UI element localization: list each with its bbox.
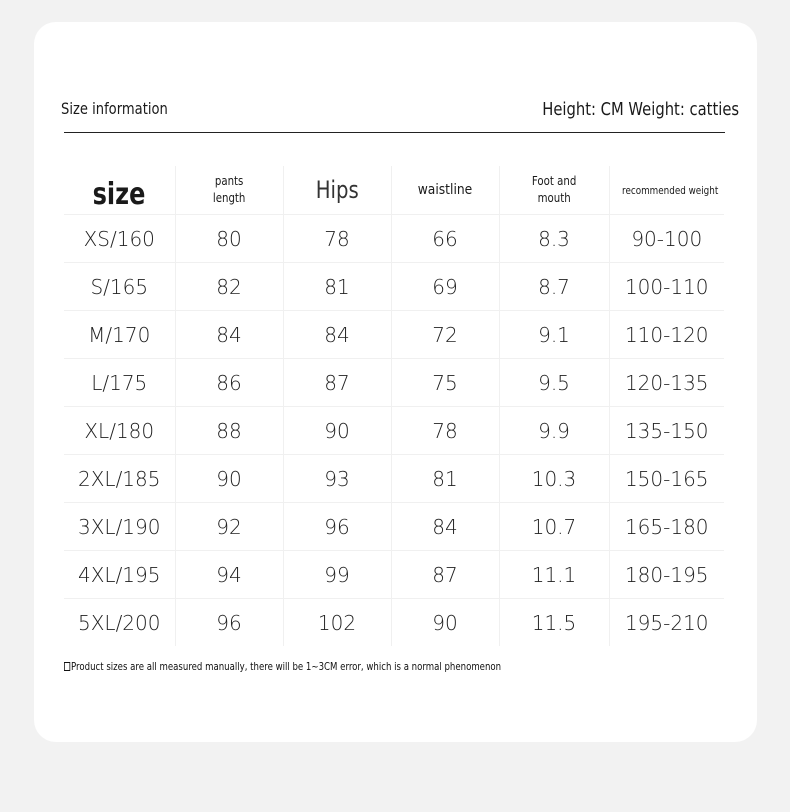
cell-hips: 84 — [283, 311, 391, 359]
cell-foot-mouth: 11.5 — [499, 599, 609, 647]
cell-recommended-weight: 180-195 — [609, 551, 724, 599]
table-row — [64, 599, 724, 647]
page-title: Size information — [61, 99, 168, 118]
cell-waistline: 87 — [391, 551, 499, 599]
cell-pants-length: 92 — [175, 503, 283, 551]
column-header-pants-length-line2: length — [212, 191, 246, 205]
cell-size: XS/160 — [64, 215, 175, 263]
cell-waistline: 72 — [391, 311, 499, 359]
cell-waistline: 69 — [391, 263, 499, 311]
size-table — [64, 166, 724, 646]
column-header-size — [64, 166, 175, 215]
column-header-pants-length-line1: pants — [214, 174, 244, 188]
column-header-hips-label: Hips — [315, 176, 359, 204]
cell-size: L/175 — [64, 359, 175, 407]
note-marker-icon — [64, 662, 70, 671]
cell-foot-mouth: 9.1 — [499, 311, 609, 359]
column-header-foot-mouth-line2: mouth — [537, 191, 571, 205]
cell-waistline: 78 — [391, 407, 499, 455]
cell-pants-length: 86 — [175, 359, 283, 407]
table-row — [64, 215, 724, 263]
cell-size: 4XL/195 — [64, 551, 175, 599]
cell-recommended-weight: 165-180 — [609, 503, 724, 551]
measurement-footnote — [64, 660, 501, 673]
cell-recommended-weight: 110-120 — [609, 311, 724, 359]
footnote-text: Product sizes are all measured manually, there will be 1~3CM error, which is a normal phenomenon — [71, 660, 502, 673]
column-header-pants-length — [175, 166, 283, 215]
column-header-waistline-label: waistline — [417, 182, 473, 198]
cell-size: 3XL/190 — [64, 503, 175, 551]
cell-pants-length: 96 — [175, 599, 283, 647]
column-header-waistline — [391, 166, 499, 215]
units-note: Height: CM Weight: catties — [542, 99, 739, 120]
cell-recommended-weight: 100-110 — [609, 263, 724, 311]
cell-hips: 90 — [283, 407, 391, 455]
cell-waistline: 66 — [391, 215, 499, 263]
cell-recommended-weight: 195-210 — [609, 599, 724, 647]
cell-foot-mouth: 10.7 — [499, 503, 609, 551]
cell-foot-mouth: 9.5 — [499, 359, 609, 407]
column-header-hips — [283, 166, 391, 215]
cell-hips: 102 — [283, 599, 391, 647]
cell-foot-mouth: 8.7 — [499, 263, 609, 311]
cell-pants-length: 88 — [175, 407, 283, 455]
cell-pants-length: 80 — [175, 215, 283, 263]
table-row — [64, 551, 724, 599]
table-body — [64, 215, 724, 647]
table-header-row — [64, 166, 724, 215]
cell-pants-length: 84 — [175, 311, 283, 359]
table-row — [64, 359, 724, 407]
cell-foot-mouth: 9.9 — [499, 407, 609, 455]
cell-foot-mouth: 11.1 — [499, 551, 609, 599]
cell-size: S/165 — [64, 263, 175, 311]
table-row — [64, 455, 724, 503]
cell-pants-length: 82 — [175, 263, 283, 311]
cell-hips: 99 — [283, 551, 391, 599]
table-row — [64, 311, 724, 359]
cell-hips: 87 — [283, 359, 391, 407]
cell-hips: 81 — [283, 263, 391, 311]
cell-pants-length: 90 — [175, 455, 283, 503]
cell-size: 5XL/200 — [78, 610, 161, 635]
cell-waistline: 81 — [391, 455, 499, 503]
cell-recommended-weight: 150-165 — [609, 455, 724, 503]
column-header-recommended-weight — [609, 166, 724, 215]
column-header-recommended-weight-label: recommended weight — [621, 184, 718, 197]
column-header-size-label: size — [92, 176, 146, 212]
cell-recommended-weight: 135-150 — [609, 407, 724, 455]
cell-pants-length: 94 — [175, 551, 283, 599]
cell-waistline: 75 — [391, 359, 499, 407]
table-row — [64, 407, 724, 455]
cell-size: 2XL/185 — [64, 455, 175, 503]
cell-waistline: 84 — [391, 503, 499, 551]
cell-foot-mouth: 10.3 — [499, 455, 609, 503]
cell-waistline: 90 — [391, 599, 499, 647]
cell-recommended-weight: 120-135 — [609, 359, 724, 407]
table-row — [64, 503, 724, 551]
cell-size: XL/180 — [64, 407, 175, 455]
cell-hips: 96 — [283, 503, 391, 551]
cell-hips: 78 — [283, 215, 391, 263]
table-row — [64, 263, 724, 311]
cell-foot-mouth: 8.3 — [499, 215, 609, 263]
cell-size: M/170 — [64, 311, 175, 359]
column-header-foot-mouth — [499, 166, 609, 215]
cell-recommended-weight: 90-100 — [609, 215, 724, 263]
header-divider — [64, 132, 725, 133]
cell-hips: 93 — [283, 455, 391, 503]
column-header-foot-mouth-line1: Foot and — [531, 174, 577, 188]
